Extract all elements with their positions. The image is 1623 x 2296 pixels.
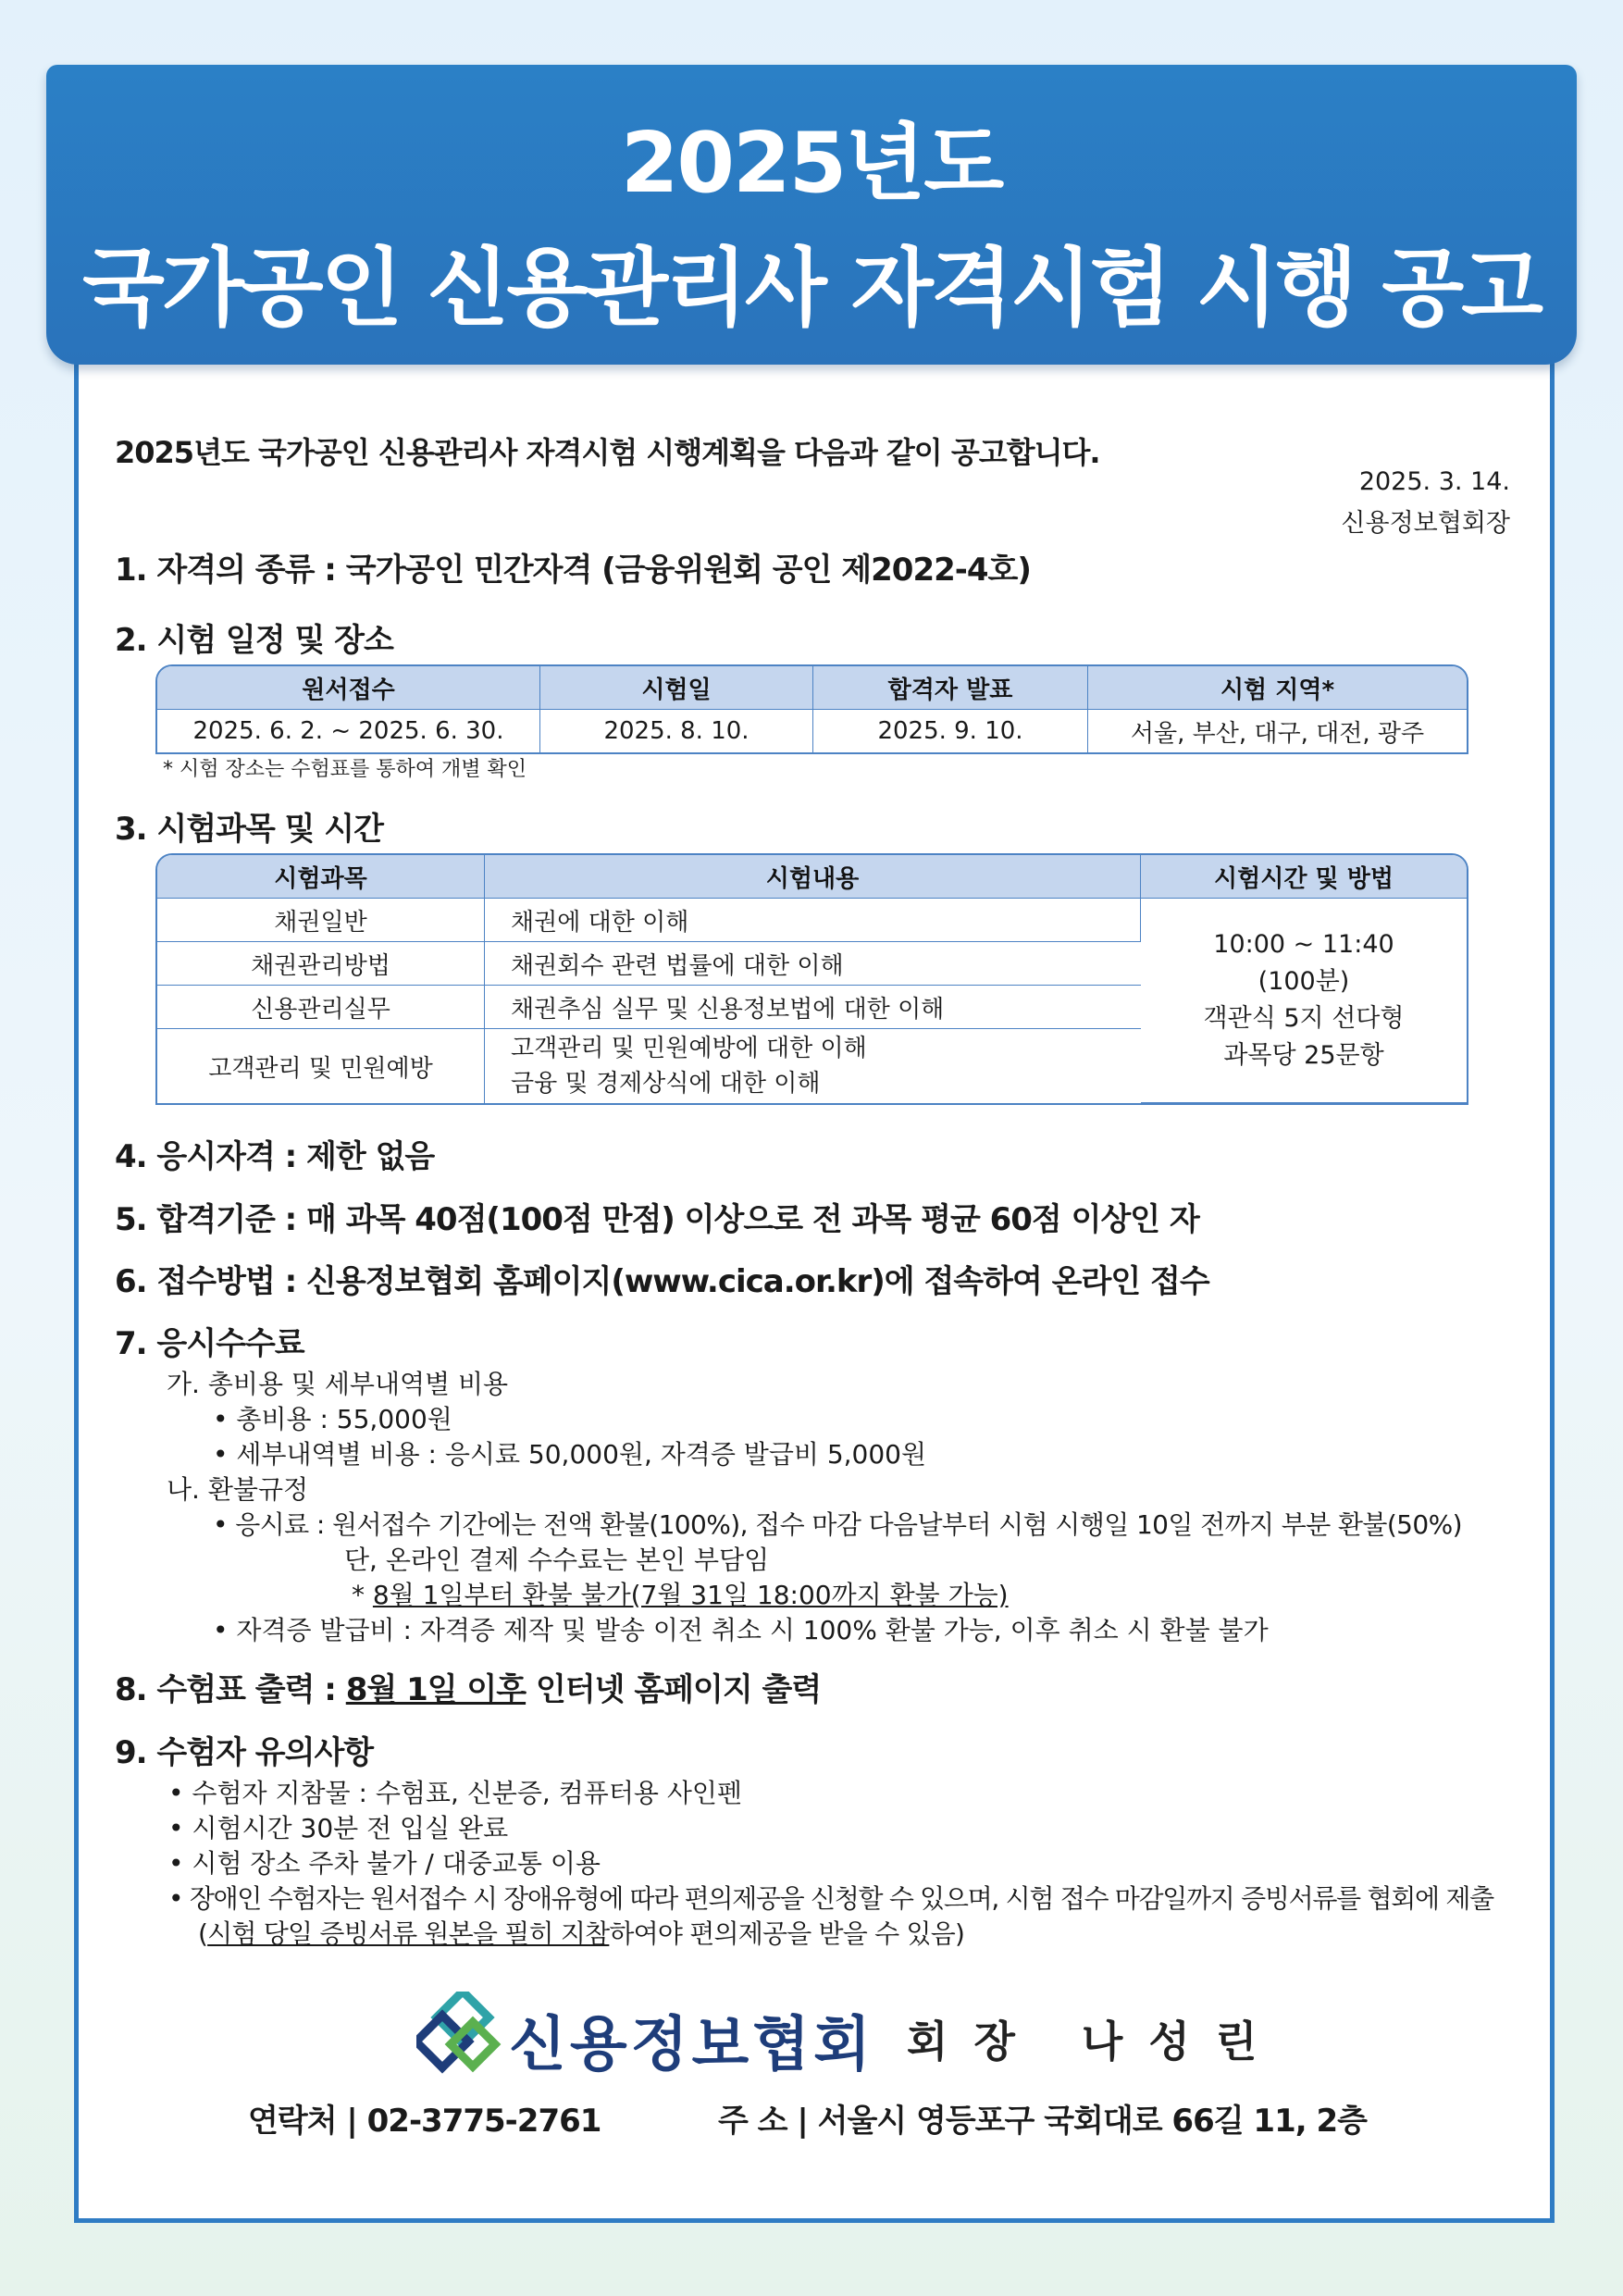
schedule-table <box>155 664 1468 754</box>
subjects-header: 시험과목 <box>157 855 485 899</box>
schedule-cell: 서울, 부산, 대구, 대전, 광주 <box>1130 719 1425 748</box>
section-3-title: 3. 시험과목 및 시간 <box>115 811 383 848</box>
refund-deadline-text: 8월 1일부터 환불 불가(7월 31일 18:00까지 환불 가능) <box>372 1580 1009 1610</box>
caution-rest: 하여야 편의제공을 받을 수 있음) <box>609 1918 965 1949</box>
caution-item: • 수험자 지참물 : 수험표, 신분증, 컴퓨터용 사인펜 <box>168 1778 742 1808</box>
title-line1: 2025년도 <box>620 115 1003 212</box>
section-1: 1. 자격의 종류 : 국가공인 민간자격 (금융위원회 공인 제2022-4호) <box>115 552 1031 589</box>
schedule-cell: 2025. 9. 10. <box>813 710 1088 752</box>
time-line: 과목당 25문항 <box>1223 1041 1384 1070</box>
section-4: 4. 응시자격 : 제한 없음 <box>115 1138 435 1175</box>
caution-item: • 시험시간 30분 전 입실 완료 <box>168 1813 509 1843</box>
org-signature <box>416 1992 1342 2079</box>
time-line: 10:00 ~ 11:40 <box>1213 930 1394 959</box>
subject-cell: 채권관리방법 <box>157 942 485 986</box>
schedule-note: * 시험 장소는 수험표를 통하여 개별 확인 <box>163 758 527 781</box>
schedule-cell: 2025. 6. 2. ~ 2025. 6. 30. <box>157 710 540 752</box>
notice-issuer: 신용정보협회장 <box>1341 509 1510 538</box>
contact-address: 주 소 | 서울시 영등포구 국회대로 66길 11, 2층 <box>718 2103 1367 2140</box>
schedule-header: 합격자 발표 <box>813 666 1088 710</box>
subjects-header: 시험내용 <box>485 855 1141 899</box>
section-8 <box>115 1664 821 1709</box>
caution-item-cont <box>198 1914 964 1951</box>
section-7-title: 7. 응시수수료 <box>115 1325 304 1362</box>
section-5: 5. 합격기준 : 매 과목 40점(100점 만점) 이상으로 전 과목 평균 60점 이상인 자 <box>115 1201 1199 1238</box>
content-cell: 채권회수 관련 법률에 대한 이해 <box>485 942 1141 986</box>
section-8-prefix: 8. 수험표 출력 : <box>115 1671 346 1708</box>
section-8-suffix: 인터넷 홈페이지 출력 <box>526 1671 822 1708</box>
subject-cell: 고객관리 및 민원예방 <box>157 1029 485 1103</box>
section-2-title: 2. 시험 일정 및 장소 <box>115 622 393 659</box>
caution-item: • 장애인 수험자는 원서접수 시 장애유형에 따라 편의제공을 신청할 수 있으며, 시험 접수 마감일까지 증빙서류를 협회에 제출 <box>168 1883 1493 1914</box>
refund-deadline <box>352 1575 1009 1612</box>
refund-exam-fee: • 응시료 : 원서접수 기간에는 전액 환불(100%), 접수 마감 다음날부터 시험 시행일 10일 전까지 부분 환불(50%) <box>213 1509 1462 1540</box>
time-line: 객관식 5지 선다형 <box>1203 1004 1405 1033</box>
contact-phone: 연락처 | 02-3775-2761 <box>248 2103 601 2140</box>
content-cell: 채권에 대한 이해 <box>485 899 1141 942</box>
subjects-header: 시험시간 및 방법 <box>1141 855 1467 899</box>
section-9-title: 9. 수험자 유의사항 <box>115 1734 374 1771</box>
time-line: (100분) <box>1258 967 1350 996</box>
refund-asterisk: * <box>352 1580 373 1610</box>
org-logo-icon <box>416 1992 518 2075</box>
subject-cell: 신용관리실무 <box>157 986 485 1029</box>
org-name: 신용정보협회 <box>509 2011 874 2079</box>
title-line2: 국가공인 신용관리사 자격시험 시행 공고 <box>82 239 1541 338</box>
caution-underlined: 시험 당일 증빙서류 원본을 필히 지참 <box>207 1918 610 1949</box>
fee-total: • 총비용 : 55,000원 <box>213 1404 452 1434</box>
content-line: 고객관리 및 민원예방에 대한 이해 <box>511 1035 867 1062</box>
chair-name: 회 장 나 성 린 <box>907 2017 1263 2066</box>
fee-breakdown: • 세부내역별 비용 : 응시료 50,000원, 자격증 발급비 5,000원 <box>213 1439 927 1470</box>
schedule-cell: 2025. 8. 10. <box>540 710 813 752</box>
time-method-cell <box>1141 899 1467 1103</box>
caution-item: • 시험 장소 주차 불가 / 대중교통 이용 <box>168 1848 601 1879</box>
schedule-header: 원서접수 <box>157 666 540 710</box>
schedule-header: 시험 지역* <box>1088 666 1467 710</box>
intro-text: 2025년도 국가공인 신용관리사 자격시험 시행계획을 다음과 같이 공고합니다. <box>115 435 1100 470</box>
notice-date: 2025. 3. 14. <box>1358 467 1510 496</box>
subjects-table <box>155 853 1468 1105</box>
content-cell: 채권추심 실무 및 신용정보법에 대한 이해 <box>485 986 1141 1029</box>
schedule-header: 시험일 <box>540 666 813 710</box>
subject-cell: 채권일반 <box>157 899 485 942</box>
content-cell <box>485 1029 1141 1103</box>
fee-subtitle-ga: 가. 총비용 및 세부내역별 비용 <box>167 1369 509 1399</box>
section-8-date: 8월 1일 이후 <box>345 1671 527 1708</box>
section-6: 6. 접수방법 : 신용정보협회 홈페이지(www.cica.or.kr)에 접속하여 온라인 접수 <box>115 1263 1209 1300</box>
refund-note: 단, 온라인 결제 수수료는 본인 부담임 <box>344 1545 770 1575</box>
content-line: 금융 및 경제상식에 대한 이해 <box>511 1070 821 1098</box>
caution-open-paren: ( <box>198 1918 208 1949</box>
refund-cert-fee: • 자격증 발급비 : 자격증 제작 및 발송 이전 취소 시 100% 환불 가능, 이후 취소 시 환불 불가 <box>213 1615 1269 1645</box>
fee-subtitle-na: 나. 환불규정 <box>167 1474 309 1505</box>
